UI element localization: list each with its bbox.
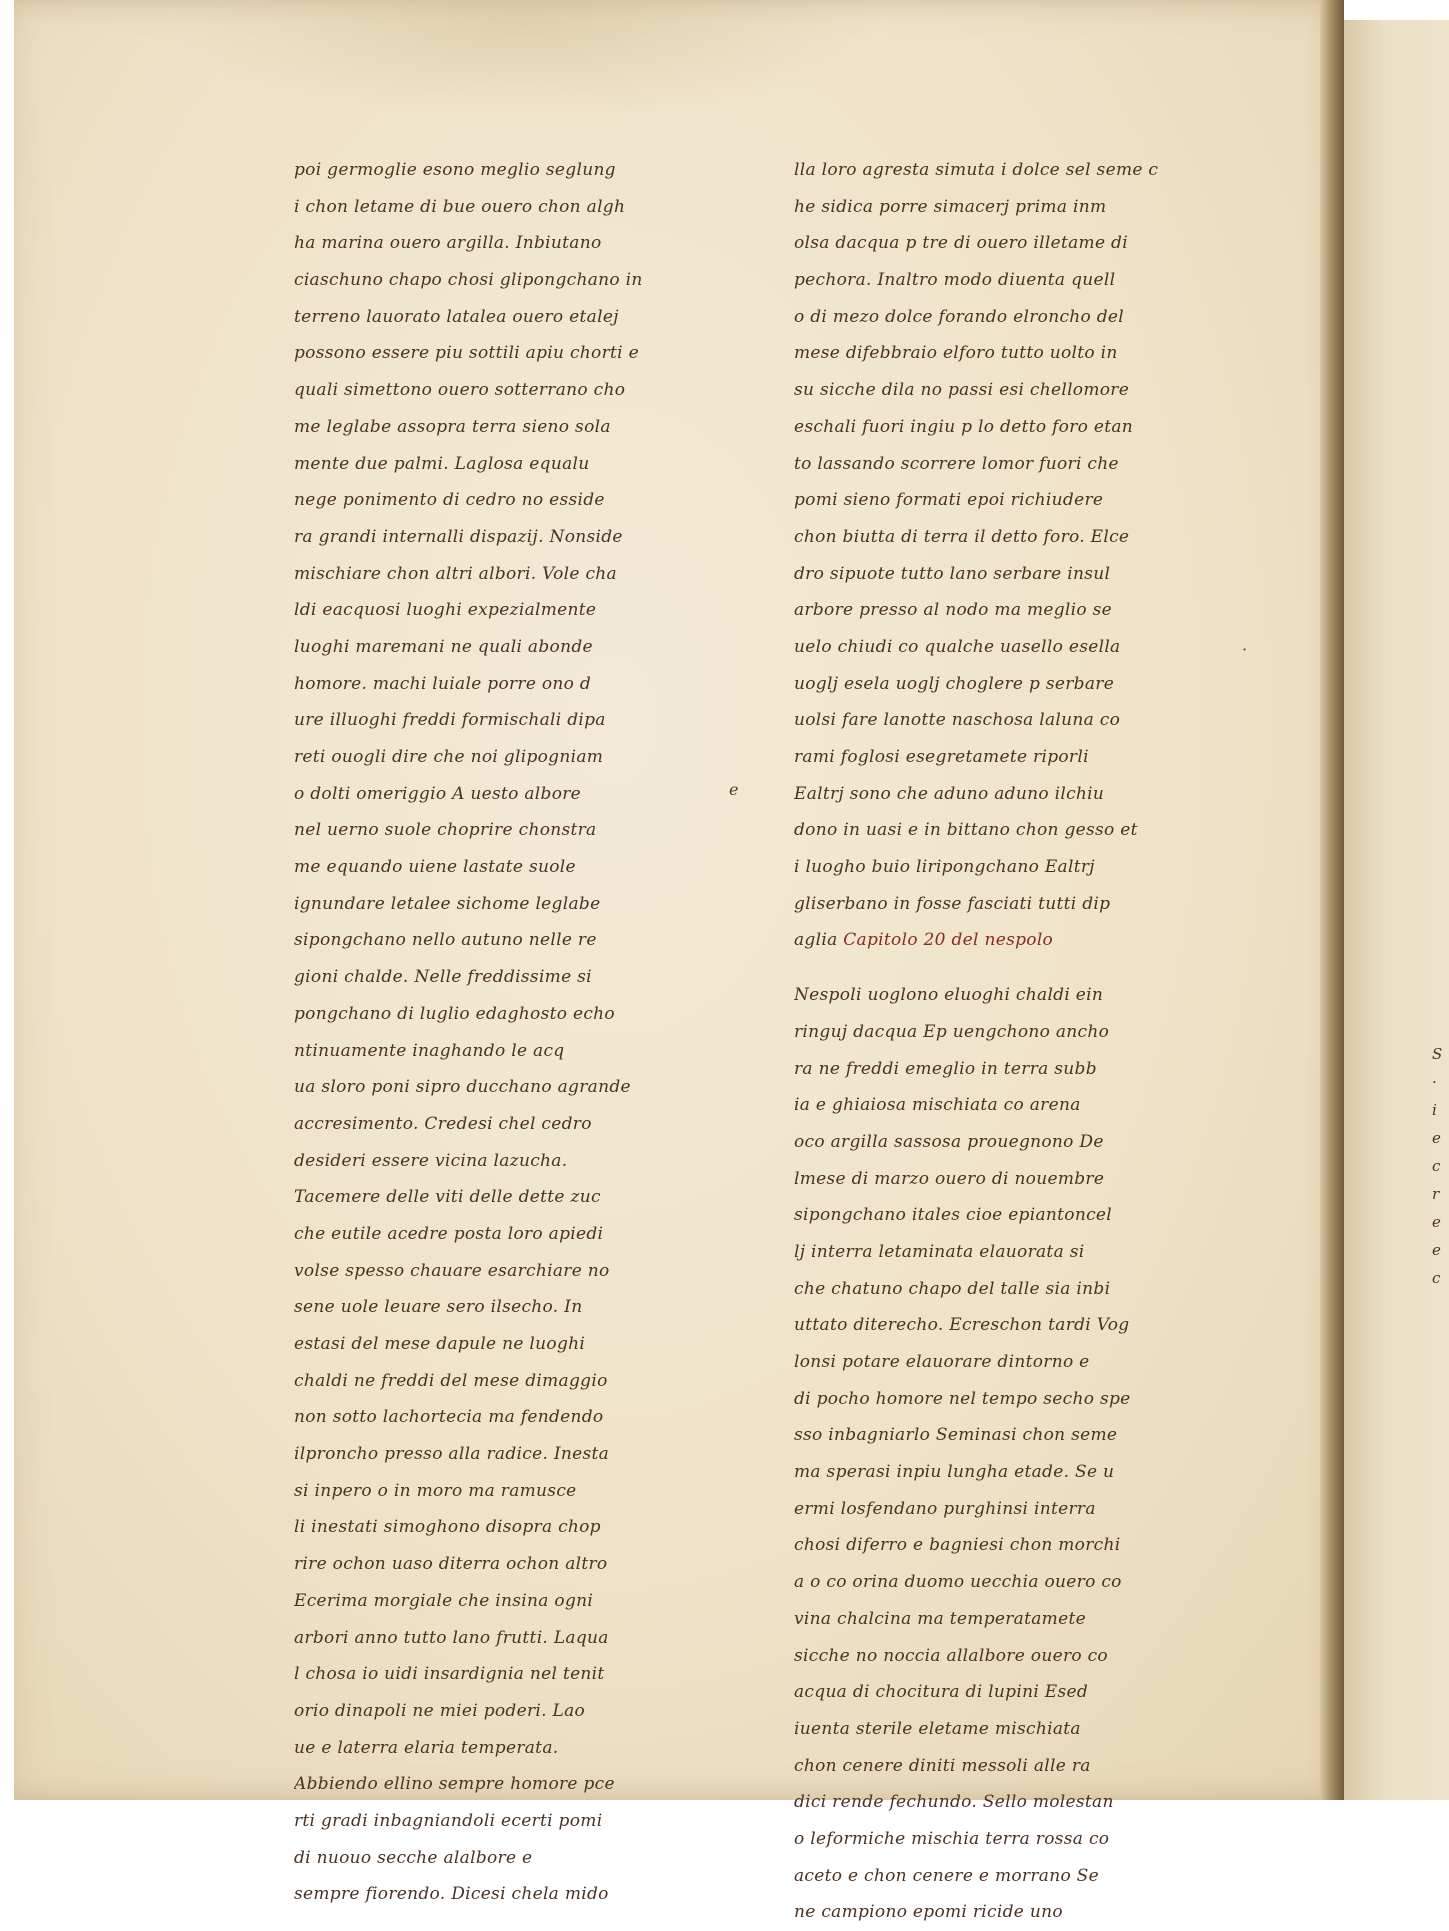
text-line: Nespoli uoglono eluoghi chaldi ein xyxy=(794,985,1104,1006)
text-line: dro sipuote tutto lano serbare insul xyxy=(794,563,1111,584)
text-line: Ecerima morgiale che insina ogni xyxy=(294,1590,594,1611)
text-line: sene uole leuare sero ilsecho. In xyxy=(294,1297,583,1318)
text-line: di nuouo secche alalbore e xyxy=(294,1847,533,1868)
text-line: uelo chiudi co qualche uasello esella xyxy=(794,636,1121,657)
text-line: estasi del mese dapule ne luoghi xyxy=(294,1334,586,1354)
text-line: acqua di chocitura di lupini Esed xyxy=(794,1682,1089,1703)
text-line: me leglabe assopra terra sieno sola xyxy=(294,416,611,437)
text-line: sipongchano itales cioe epiantoncel xyxy=(794,1205,1112,1226)
text-line: ha marina ouero argilla. Inbiutano xyxy=(294,233,602,254)
left-text-column xyxy=(294,152,704,1913)
text-line: rami foglosi esegretamete riporli xyxy=(794,747,1089,767)
text-line: chosi diferro e bagniesi chon morchi xyxy=(794,1535,1121,1556)
right-text-column xyxy=(794,152,1204,1931)
text-line: orio dinapoli ne miei poderi. Lao xyxy=(294,1700,586,1721)
text-line: rti gradi inbagniandoli ecerti pomi xyxy=(294,1810,603,1831)
text-line: homore. machi luiale porre ono d xyxy=(294,673,592,694)
text-line: desideri essere vicina lazucha. xyxy=(294,1150,568,1171)
text-line: li inestati simoghono disopra chop xyxy=(294,1517,601,1538)
text-line: aceto e chon cenere e morrano Se xyxy=(794,1865,1099,1886)
text-line: to lassando scorrere lomor fuori che xyxy=(794,453,1119,474)
text-line: rire ochon uaso diterra ochon altro xyxy=(294,1554,608,1575)
facing-page-fragments xyxy=(1432,1040,1448,1292)
text-line: ia e ghiaiosa mischiata co arena xyxy=(794,1095,1081,1116)
fragment-glyph: e xyxy=(1432,1241,1441,1259)
text-line: poi germoglie esono meglio seglung xyxy=(294,160,616,180)
water-stain xyxy=(164,0,884,120)
text-line: mente due palmi. Laglosa equalu xyxy=(294,453,590,474)
margin-mark-left: e xyxy=(729,780,739,799)
text-line: ure illuoghi freddi formischali dipa xyxy=(294,710,606,731)
text-line: arbore presso al nodo ma meglio se xyxy=(794,600,1113,621)
text-line: volse spesso chauare esarchiare no xyxy=(294,1260,610,1281)
chapter-heading: Capitolo 20 del nespolo xyxy=(843,930,1054,951)
facing-page-edge xyxy=(1344,20,1449,1800)
text-line: ua sloro poni sipro ducchano agrande xyxy=(294,1077,631,1098)
text-line: a o co orina duomo uecchia ouero co xyxy=(794,1572,1122,1593)
text-line: ignundare letalee sichome leglabe xyxy=(294,893,601,914)
text-line: uttato diterecho. Ecreschon tardi Vog xyxy=(794,1315,1130,1336)
text-line: Abbiendo ellino sempre homore pce xyxy=(294,1774,615,1795)
text-line: possono essere piu sottili apiu chorti e xyxy=(294,343,639,364)
fragment-glyph: e xyxy=(1432,1129,1441,1147)
margin-mark-dot: · xyxy=(1242,640,1248,659)
text-line: ilproncho presso alla radice. Inesta xyxy=(294,1444,610,1465)
text-line: sso inbagniarlo Seminasi chon seme xyxy=(794,1425,1118,1446)
text-line: pechora. Inaltro modo diuenta quell xyxy=(794,270,1116,291)
text-line: non sotto lachortecia ma fendendo xyxy=(294,1407,604,1428)
text-line: olsa dacqua p tre di ouero illetame di xyxy=(794,233,1128,254)
text-line: chon cenere diniti messoli alle ra xyxy=(794,1755,1091,1776)
fragment-glyph: S xyxy=(1432,1045,1443,1063)
text-line: uolsi fare lanotte naschosa laluna co xyxy=(794,710,1121,731)
text-line: arbori anno tutto lano frutti. Laqua xyxy=(294,1627,609,1648)
text-line: si inpero o in moro ma ramusce xyxy=(294,1480,577,1501)
text-line: mese difebbraio elforo tutto uolto in xyxy=(794,343,1118,364)
text-line: ra grandi internalli dispazij. Nonside xyxy=(294,526,623,547)
text-line: me equando uiene lastate suole xyxy=(294,857,576,878)
text-line: Ealtrj sono che aduno aduno ilchiu xyxy=(794,783,1105,804)
text-line: terreno lauorato latalea ouero etalej xyxy=(294,306,619,327)
book-gutter xyxy=(1320,0,1344,1800)
text-line: mischiare chon altri albori. Vole cha xyxy=(294,563,617,584)
text-line: accresimento. Credesi chel cedro xyxy=(294,1113,592,1134)
fragment-glyph: i xyxy=(1432,1101,1437,1119)
fragment-glyph: r xyxy=(1432,1185,1440,1203)
fragment-glyph: e xyxy=(1432,1213,1441,1231)
text-line: vina chalcina ma temperatamete xyxy=(794,1608,1086,1629)
text-line: su sicche dila no passi esi chellomore xyxy=(794,380,1130,401)
text-line: ldi eacquosi luoghi expezialmente xyxy=(294,600,597,621)
text-line: ciaschuno chapo chosi glipongchano in xyxy=(294,270,643,291)
text-line: di pocho homore nel tempo secho spe xyxy=(794,1388,1131,1409)
text-line: o dolti omeriggio A uesto albore xyxy=(294,783,582,804)
text-line: sempre fiorendo. Dicesi chela mido xyxy=(294,1884,609,1905)
text-line: pomi sieno formati epoi richiudere xyxy=(794,490,1104,511)
text-line: lj interra letaminata elauorata si xyxy=(794,1241,1085,1262)
text-line: oco argilla sassosa prouegnono De xyxy=(794,1131,1104,1152)
text-line: lmese di marzo ouero di nouembre xyxy=(794,1168,1105,1189)
text-line: che chatuno chapo del talle sia inbi xyxy=(794,1278,1111,1299)
text-line xyxy=(794,922,1204,959)
text-line: sicche no noccia allalbore ouero co xyxy=(794,1645,1108,1666)
text-line: pongchano di luglio edaghosto echo xyxy=(294,1003,615,1024)
fragment-glyph: · xyxy=(1432,1073,1437,1091)
text-line: chon biutta di terra il detto foro. Elce xyxy=(794,526,1130,547)
text-line: eschali fuori ingiu p lo detto foro etan xyxy=(794,416,1134,437)
text-line: o di mezo dolce forando elroncho del xyxy=(794,306,1125,327)
text-line: ermi losfendano purghinsi interra xyxy=(794,1498,1096,1519)
text-line: ne campiono epomi ricide uno xyxy=(794,1902,1063,1923)
text-line: i chon letame di bue ouero chon algh xyxy=(294,196,626,217)
text-line: reti ouogli dire che noi glipogniam xyxy=(294,747,604,767)
fragment-glyph: c xyxy=(1432,1157,1441,1175)
text-line: dici rende fechundo. Sello molestan xyxy=(794,1792,1114,1813)
text-line: ma sperasi inpiu lungha etade. Se u xyxy=(794,1462,1115,1483)
text-line-end: aglia xyxy=(794,930,838,951)
text-line: Tacemere delle viti delle dette zuc xyxy=(294,1187,601,1208)
text-line: ra ne freddi emeglio in terra subb xyxy=(794,1058,1097,1079)
manuscript-page xyxy=(14,0,1344,1923)
text-line: o leformiche mischia terra rossa co xyxy=(794,1828,1110,1849)
text-line: lonsi potare elauorare dintorno e xyxy=(794,1352,1090,1372)
text-line: ntinuamente inaghando le acq xyxy=(294,1040,565,1061)
text-line: gliserbano in fosse fasciati tutti dip xyxy=(794,893,1111,914)
text-line: dono in uasi e in bittano chon gesso et xyxy=(794,820,1138,841)
paragraph-gap xyxy=(794,959,1204,977)
text-line: gioni chalde. Nelle freddissime si xyxy=(294,967,592,988)
text-line: i luogho buio liripongchano Ealtrj xyxy=(794,857,1095,878)
text-line: nel uerno suole choprire chonstra xyxy=(294,820,597,841)
text-line: ringuj dacqua Ep uengchono ancho xyxy=(794,1021,1110,1042)
text-line: he sidica porre simacerj prima inm xyxy=(794,196,1107,217)
text-line: che eutile acedre posta loro apiedi xyxy=(294,1223,604,1244)
text-line: nege ponimento di cedro no esside xyxy=(294,490,605,511)
text-line: iuenta sterile eletame mischiata xyxy=(794,1718,1081,1739)
text-line: l chosa io uidi insardignia nel tenit xyxy=(294,1664,605,1685)
text-line: lla loro agresta simuta i dolce sel seme c xyxy=(794,160,1159,180)
text-line: ue e laterra elaria temperata. xyxy=(294,1737,559,1758)
text-line: sipongchano nello autuno nelle re xyxy=(294,930,597,951)
text-line: luoghi maremani ne quali abonde xyxy=(294,636,593,657)
fragment-glyph: c xyxy=(1432,1269,1441,1287)
text-line: uoglj esela uoglj choglere p serbare xyxy=(794,673,1115,694)
text-line: chaldi ne freddi del mese dimaggio xyxy=(294,1370,608,1391)
text-line: quali simettono ouero sotterrano cho xyxy=(294,380,626,401)
